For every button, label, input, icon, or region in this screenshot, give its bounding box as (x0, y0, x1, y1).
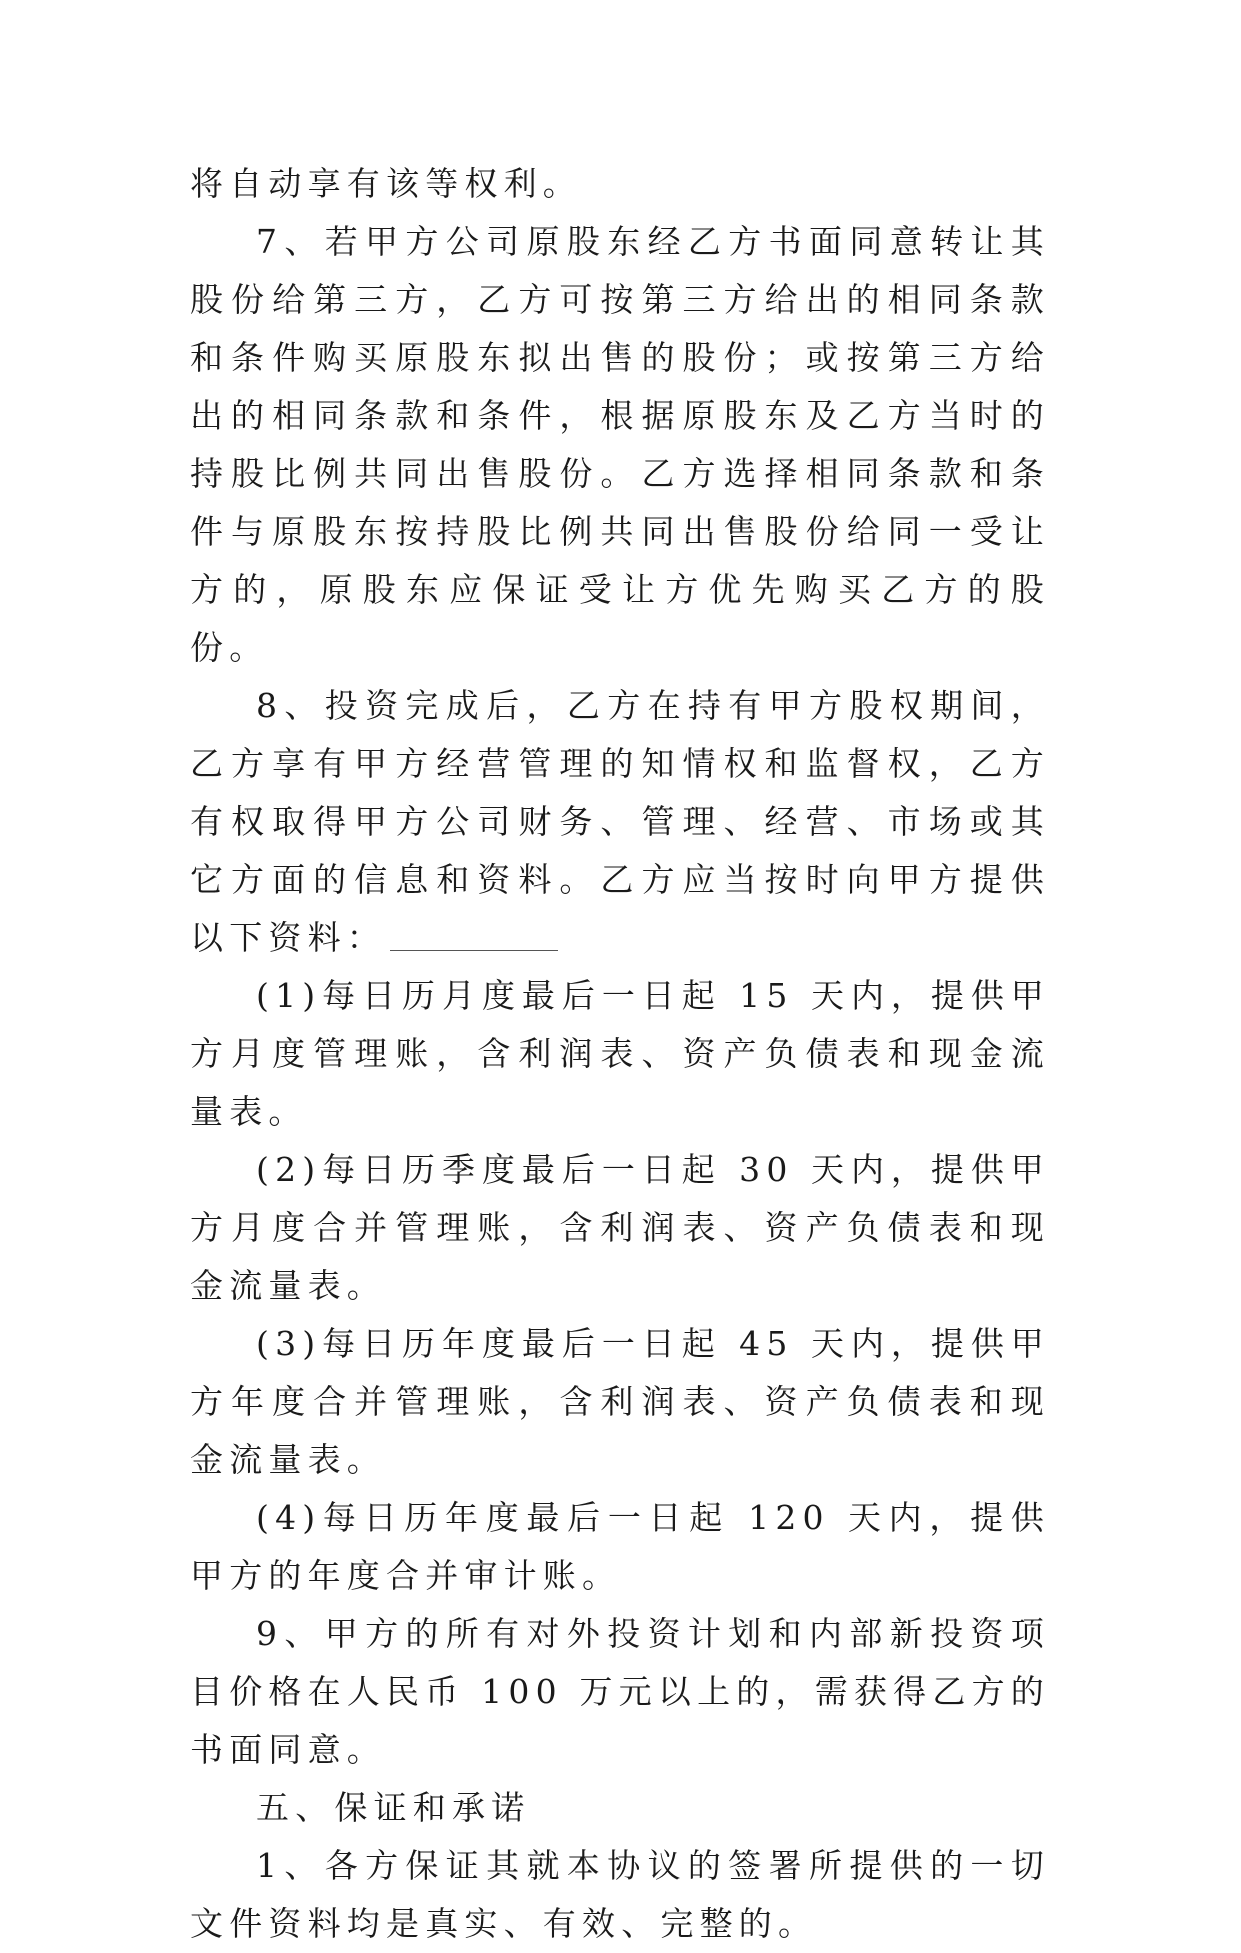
paragraph-clause-8 (190, 677, 1050, 967)
paragraph-item-1: (1)每日历月度最后一日起 15 天内，提供甲方月度管理账，含利润表、资产负债表和现金流量表。 (190, 976, 1050, 1131)
section-heading-guarantees: 五、保证和承诺 (256, 1788, 531, 1827)
clause-8-text: 8、投资完成后，乙方在持有甲方股权期间，乙方享有甲方经营管理的知情权和监督权，乙方有权取得甲方公司财务、管理、经营、市场或其它方面的信息和资料。乙方应当按时向甲方提供以下资料： (190, 686, 1050, 957)
paragraph-item-2: (2)每日历季度最后一日起 30 天内，提供甲方月度合并管理账，含利润表、资产负债表和现金流量表。 (190, 1150, 1050, 1305)
fill-in-blank (390, 920, 558, 951)
paragraph-clause-7: 7、若甲方公司原股东经乙方书面同意转让其股份给第三方，乙方可按第三方给出的相同条款和条件购买原股东拟出售的股份；或按第三方给出的相同条款和条件，根据原股东及乙方当时的持股比例共同出售股份。乙方选择相同条款和条件与原股东按持股比例共同出售股份给同一受让方的，原股东应保证受让方优先购买乙方的股份。 (190, 222, 1050, 667)
paragraph-item-4: (4)每日历年度最后一日起 120 天内，提供甲方的年度合并审计账。 (190, 1498, 1050, 1595)
paragraph-guarantee-1: 1、各方保证其就本协议的签署所提供的一切文件资料均是真实、有效、完整的。 (190, 1846, 1050, 1943)
document-body (190, 155, 1050, 1953)
paragraph-item-3: (3)每日历年度最后一日起 45 天内，提供甲方年度合并管理账，含利润表、资产负债表和现金流量表。 (190, 1324, 1050, 1479)
paragraph-clause-9: 9、甲方的所有对外投资计划和内部新投资项目价格在人民币 100 万元以上的，需获得乙方的书面同意。 (190, 1614, 1050, 1769)
paragraph-continuation: 将自动享有该等权利。 (190, 164, 582, 203)
